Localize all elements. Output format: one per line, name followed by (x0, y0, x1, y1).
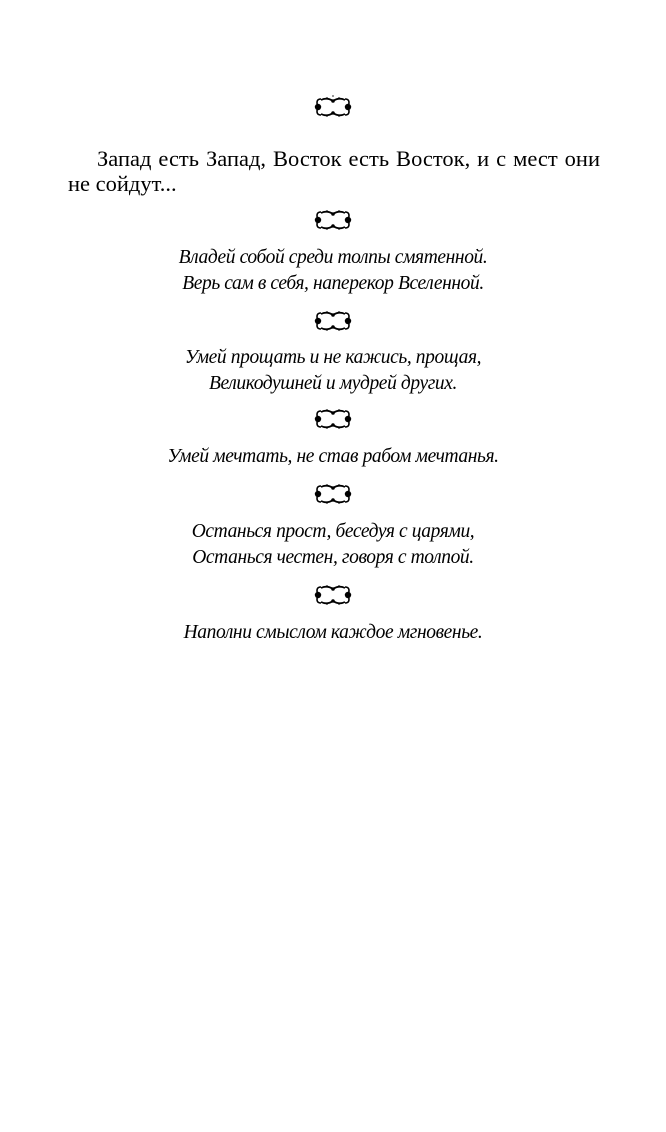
floral-ornament-shape (312, 583, 354, 607)
prose-text: Запад есть Запад, Восток есть Восток, и с мест они не сойдут... (68, 146, 600, 196)
floral-ornament-icon (312, 407, 354, 431)
verse-stanza (0, 245, 666, 297)
verse-stanza (0, 345, 666, 397)
verse-line: Владей собой среди толпы смятенной. (178, 247, 488, 268)
floral-ornament-icon (312, 482, 354, 506)
floral-ornament-shape (312, 208, 354, 232)
verse-line: Останься прост, беседуя с царями, (191, 521, 475, 542)
floral-ornament-shape (312, 95, 354, 119)
prose-paragraph (68, 146, 600, 196)
floral-ornament-icon (312, 583, 354, 607)
floral-ornament-icon (312, 95, 354, 119)
verse-line: Наполни смыслом каждое мгновенье. (183, 622, 483, 643)
verse-line: Умей прощать и не кажись, прощая, (184, 347, 482, 368)
verse-line: Умей мечтать, не став рабом мечтанья. (167, 446, 499, 467)
verse-stanza (0, 444, 666, 470)
floral-ornament-shape (312, 407, 354, 431)
floral-ornament-icon (312, 309, 354, 333)
verse-stanza (0, 519, 666, 571)
floral-ornament-shape (312, 482, 354, 506)
verse-stanza (0, 620, 666, 646)
floral-ornament-shape (312, 309, 354, 333)
floral-ornament-icon (312, 208, 354, 232)
verse-line: Останься честен, говоря с толпой. (192, 547, 474, 568)
verse-line: Верь сам в себя, наперекор Вселенной. (182, 273, 484, 294)
verse-line: Великодушней и мудрей других. (208, 373, 457, 394)
